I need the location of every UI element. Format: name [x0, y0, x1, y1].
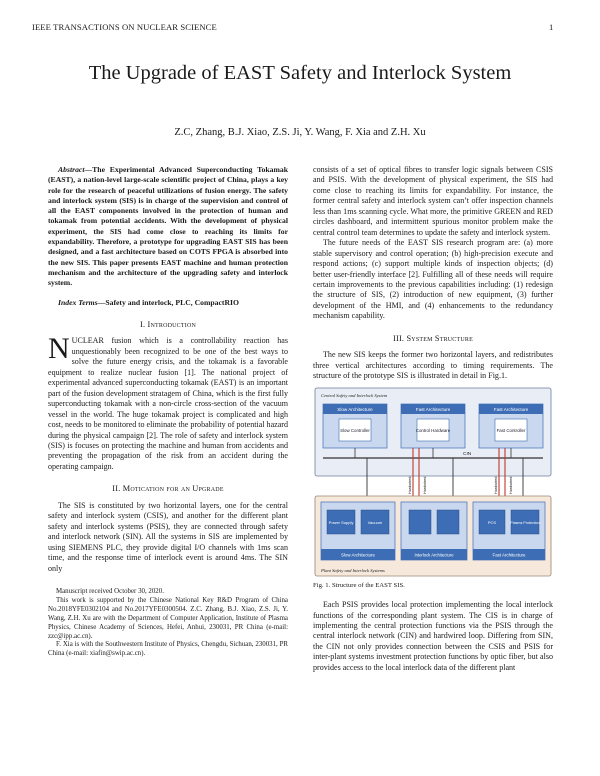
footnote-affiliation: F. Xia is with the Southwestern Institute of Physics, Chengdu, Sichuan, 230031, PR China (e-mail: xiafin@swip.ac.cn).: [48, 641, 288, 658]
footnotes: [48, 588, 288, 659]
footnote-received: Manuscript received October 30, 2020.: [56, 587, 164, 595]
power-supply-label: Power Supply: [328, 519, 354, 525]
cin-bus-label: CIN: [463, 451, 472, 457]
control-hardware-label: Control Hardware: [415, 427, 451, 433]
abstract: Abstract—The Experimental Advanced Superconducting Tokamak (EAST), a nation-level large-scale scientific project of China, plays a key role for the research of peaceful utilizations of fusion energy. The safety and interlock system (SIS) is in charge of the supervision and control of all the EAST components involved in the protection of human and tokamak from potential accidents. With the development of physical experiment, the SIS had come close to reaching its limits for expandability. Therefore, a prototype for upgrading EAST SIS has been designed, and a fast architecture based on COTS FPGA is absorbed into the new SIS. This paper presents EAST machine and human protection mechanism and the architecture of the upgrading safety and interlock system.: [48, 165, 288, 288]
plant-group-1-label: Slow Architecture: [341, 552, 375, 558]
structure-paragraph: The new SIS keeps the former two horizontal layers, and redistributes three vertical architectures according to timing requirements. The structure of the prototype SIS is illustrated in detail in Fig.1.: [313, 350, 553, 381]
left-column: [48, 165, 288, 659]
intro-paragraph: NUCLEAR fusion which is a controllability reaction has unquestionably been recognized to be one of the best ways to solve the future energy crisis, and the tokamak is a favorable equipment to realize nuclear fusion [1]. The national project of experimental advanced superconducting tokamak (EAST) is an important part of the fusion development stratagem of China, which is the first fully superconducting tokamak with a non-circle cross-section of the vacuum vessel in the world. The huge tokamak project is complicated and high cost, needs to be monitored to eliminate the probability of potential hazard during the physical campaign [2]. The role of safety and interlock system (SIS) is focuses on protecting the machine and human from accidents and preventing the propagation of the risk from an accident during the operating campaign.: [48, 332, 288, 471]
interlock-box-2: [437, 510, 459, 534]
index-terms-label: Index Terms: [58, 297, 98, 307]
structure-paragraph-2: Each PSIS provides local protection implementing the local interlock functions of the corresponding plant system. The CIS is in charge of implementing the central protection functions via the PSIS through the central interlock network (CIN) and hardwired loop. Differing from SIN, the CIN not only provides connection between the CSIS and PSIS for inter-plant systems investment protection functions by optic fiber, but also provides access to the local interlock data of the different plant: [313, 600, 553, 672]
right-column: [313, 165, 553, 673]
link-label-1: Hardwired: [408, 476, 412, 494]
plant-layer-label: Plant Safety and Interlock Systems: [321, 567, 385, 573]
vacuum-label: Vacuum: [367, 519, 383, 525]
author-list: Z.C, Zhang, B.J. Xiao, Z.S. Ji, Y. Wang, F. Xia and Z.H. Xu: [174, 127, 426, 138]
figure-sis-structure: [313, 386, 553, 578]
section-heading-structure: III. System Structure: [393, 333, 473, 343]
index-terms-text: Safety and interlock, PLC, CompactRIO: [105, 297, 240, 307]
motivation-needs-paragraph: The future needs of the EAST SIS research program are: (a) more stable supervisory and control operation; (b) high-precision execute and respond actions; (c) support multiple kinds of inspection objects; (d) better user-friendly interface [2]. Fulfilling all of these needs will require certain improvements to the previous capabilities including: (1) redesign the structure of SIS, (2) introduction of new equipment, (3) further development of the HMI, and (4) enhancements to the redundancy mechanism capability.: [313, 238, 553, 321]
top-panel-2-label: Fast Architecture: [415, 406, 451, 412]
abstract-label: Abstract: [58, 165, 85, 174]
index-terms: Index Terms—Safety and interlock, PLC, CompactRIO: [58, 297, 240, 307]
abstract-text: The Experimental Advanced Superconducting Tokamak (EAST), a nation-level large-scale scientific project of China, plays a key role for the research of peaceful utilizations of fusion energy. The safety and interlock system (SIS) is in charge of the supervision and control of all the EAST components involved in the protection of human and tokamak from potential accidents. With the development of physical experiment, the SIS had come close to reaching its limits for expandability. Therefore, a prototype for upgrading EAST SIS has been designed, and a fast architecture based on COTS FPGA is absorbed into the new SIS. This paper presents EAST machine and human protection mechanism and the architecture of the upgrading safety and interlock system.: [48, 165, 288, 288]
link-label-2: Hardwired: [423, 476, 427, 494]
figure-caption: Fig. 1. Structure of the EAST SIS.: [313, 581, 405, 589]
page-number: 1: [549, 22, 554, 32]
plasma-protection-label: Plasma Protection: [510, 520, 540, 525]
drop-cap: N: [48, 332, 70, 366]
link-label-3: Hardwired: [494, 476, 498, 494]
section-heading-introduction: I. Introduction: [139, 320, 197, 330]
footnote-support: This work is supported by the Chinese National Key R&D Program of China No.2018YFE0302104 and No.2017YFE0300504. Z.C. Zhang, B.J. Xiao, Z.S. Ji, Y. Wang, Z.H. Xu are with the Department of Computer Application, Institute of Plasma Physics, Chinese Academy of Sciences, Hefei, Anhui, 230031, PR China (e-mail: zzc@ipp.ac.cn).: [48, 596, 288, 640]
plant-group-3-label: Fast Architecture: [492, 552, 526, 558]
running-head: IEEE TRANSACTIONS ON NUCLEAR SCIENCE: [32, 22, 217, 32]
motivation-paragraph-continued: consists of a set of optical fibres to transfer logic signals between CSIS and PSIS. With the development of physical experiment, the SIS had come close to reaching its limits for expandability. For instance, the former central safety and interlock system can’t offer inspection channels less than 1ms scanning cycle. What more, the primitive GREEN and RED circles dashboard, and intermittent spurious monitor problem make the central control team determines to update the safety and interlock system.: [313, 165, 553, 237]
link-label-4: Hardwired: [509, 476, 513, 494]
fast-controller-label: Fast Controller: [496, 427, 526, 433]
sis-diagram: [313, 386, 553, 578]
pcs-label: PCS: [487, 519, 497, 525]
slow-controller-label: Slow Controller: [340, 427, 370, 433]
paper-title: The Upgrade of EAST Safety and Interlock System: [88, 62, 512, 84]
motivation-paragraph: The SIS is constituted by two horizontal layers, one for the central safety and interlock system (CSIS), and another for the different plant safety and interlock systems (PSIS), they are connected through safety and interlock network (SIN). All the systems in SIS are implemented by using SIEMENS PLC, they provide digital I/O channels with 1ms scan time, and the response time of interlock event is around 4ms. The SIN only: [48, 500, 288, 573]
interlock-box-1: [409, 510, 431, 534]
top-panel-3-label: Fast Architecture: [493, 406, 529, 412]
central-layer-label: Central Safety and Interlock System: [321, 392, 388, 398]
top-panel-1-label: Slow Architecture: [337, 406, 373, 412]
section-heading-motivation: II. Motication for an Upgrade: [112, 484, 224, 494]
plant-group-2-label: Interlock Architecture: [414, 552, 454, 558]
